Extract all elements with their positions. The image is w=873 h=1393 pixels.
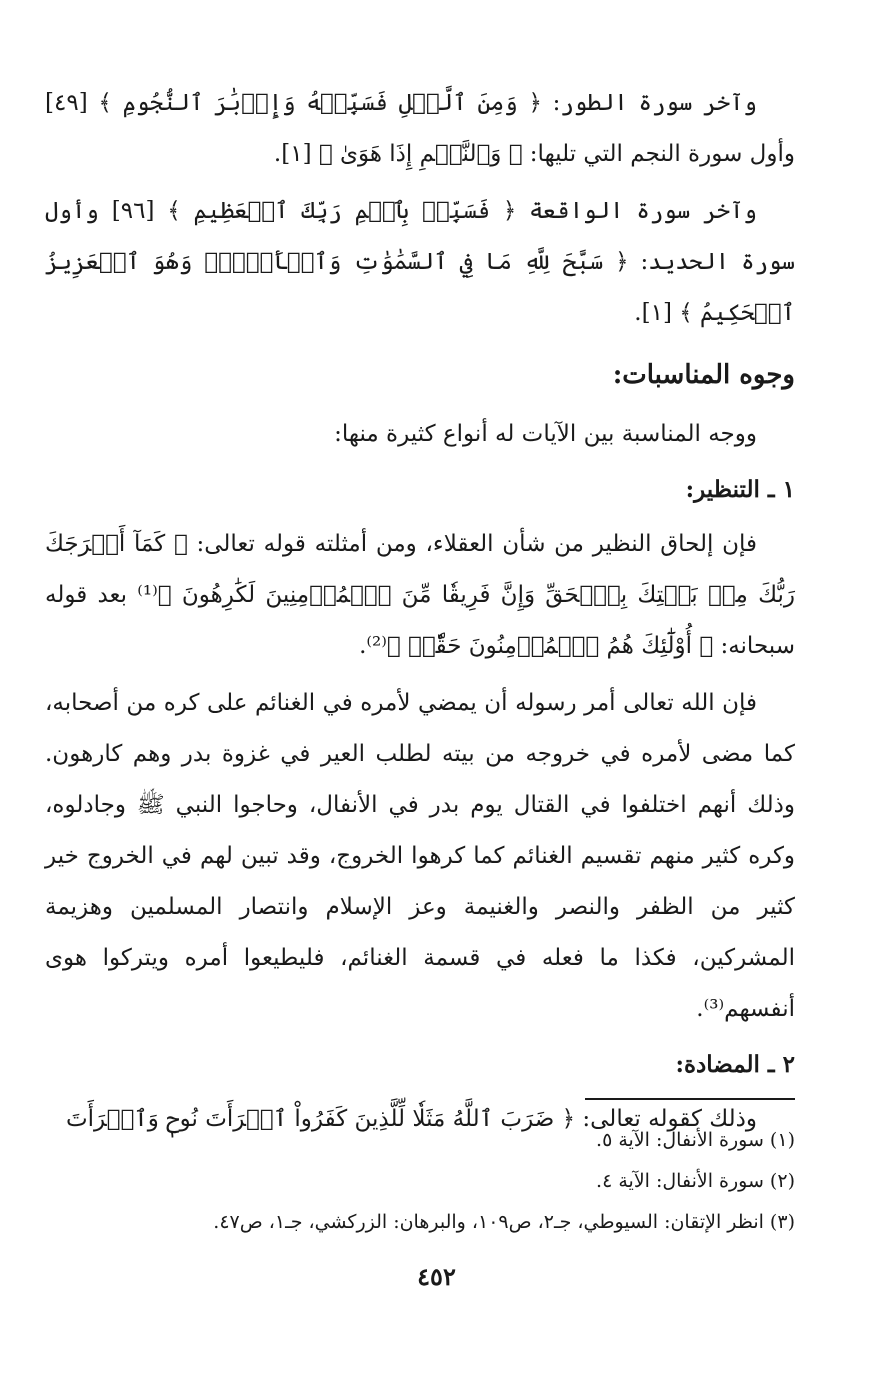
footnotes bbox=[75, 1120, 795, 1243]
paragraph-waqiah-hadid: وآخر سورة الواقعة ﴿ فَسَبِّحۡ بِٱسۡمِ رَبِّكَ ٱلۡعَظِيمِ ﴾ [٩٦] وأول سورة الحديد: ﴿ سَبَّحَ لِلَّهِ مَا فِي ٱلسَّمَٰوَٰتِ وَٱلۡأَرۡضِۖ وَهُوَ ٱلۡعَزِيزُ ٱلۡحَكِيمُ ﴾ [١]. bbox=[45, 198, 795, 326]
paragraph-mudadah-example: وذلك كقوله تعالى: ﴿ ضَرَبَ ٱللَّهُ مَثَلٗا لِّلَّذِينَ كَفَرُواْ ٱمۡرَأَتَ نُوحٖ وَٱمۡرَأَتَ bbox=[65, 1106, 757, 1132]
paragraph-tanzir-example: فإن إلحاق النظير من شأن العقلاء، ومن أمثلته قوله تعالى: ﴿ كَمَآ أَخۡرَجَكَ رَبُّكَ مِنۢ بَيۡتِكَ بِٱلۡحَقِّ وَإِنَّ فَرِيقٗا مِّنَ ٱلۡمُؤۡمِنِينَ لَكَٰرِهُونَ ﴾⁽¹⁾ بعد قوله سبحانه: ﴿ أُوْلَٰٓئِكَ هُمُ ٱلۡمُؤۡمِنُونَ حَقّٗاۚ ﴾⁽²⁾. bbox=[45, 531, 796, 659]
paragraph-tur-najm: وآخر سورة الطور: ﴿ وَمِنَ ٱلَّيۡلِ فَسَبِّحۡهُ وَإِدۡبَٰرَ ٱلنُّجُومِ ﴾ [٤٩] وأول سورة النجم التي تليها: ﴿ وَٱلنَّجۡمِ إِذَا هَوَىٰ ﴾ [١]. bbox=[45, 90, 795, 167]
paragraph-tanzir-explanation: فإن الله تعالى أمر رسوله أن يمضي لأمره في الغنائم على كره من أصحابه، كما مضى لأمره في خروجه من بيته لطلب العير في غزوة بدر وهم كارهون. وذلك أنهم اختلفوا في القتال يوم بدر في الأنفال، وحاجوا النبي ﷺ وجادلوه، وكره كثير منهم تقسيم الغنائم كما كرهوا الخروج، وقد تبين لهم في الخروج خير كثير من الظفر والنصر والغنيمة وعز الإسلام وانتصار المسلمين وهزيمة المشركين، فكذا ما فعله في قسمة الغنائم، فليطيعوا أمره ويتركوا هوى أنفسهم⁽³⁾. bbox=[45, 690, 795, 1022]
footnote-1: (١) سورة الأنفال: الآية ٥. bbox=[596, 1129, 795, 1151]
subheading-tanzir: ١ ـ التنظير: bbox=[685, 476, 795, 503]
subheading-mudadah: ٢ ـ المضادة: bbox=[675, 1051, 795, 1078]
page-body bbox=[45, 78, 795, 1145]
footnote-3: (٣) انظر الإتقان: السيوطي، جـ٢، ص١٠٩، والبرهان: الزركشي، جـ١، ص٤٧. bbox=[213, 1211, 795, 1233]
footnote-2: (٢) سورة الأنفال: الآية ٤. bbox=[596, 1170, 795, 1192]
paragraph-intro: ووجه المناسبة بين الآيات له أنواع كثيرة منها: bbox=[334, 421, 757, 447]
footnote-separator bbox=[585, 1098, 795, 1100]
section-heading: وجوه المناسبات: bbox=[612, 360, 795, 390]
page-number: ٤٥٢ bbox=[417, 1262, 456, 1291]
